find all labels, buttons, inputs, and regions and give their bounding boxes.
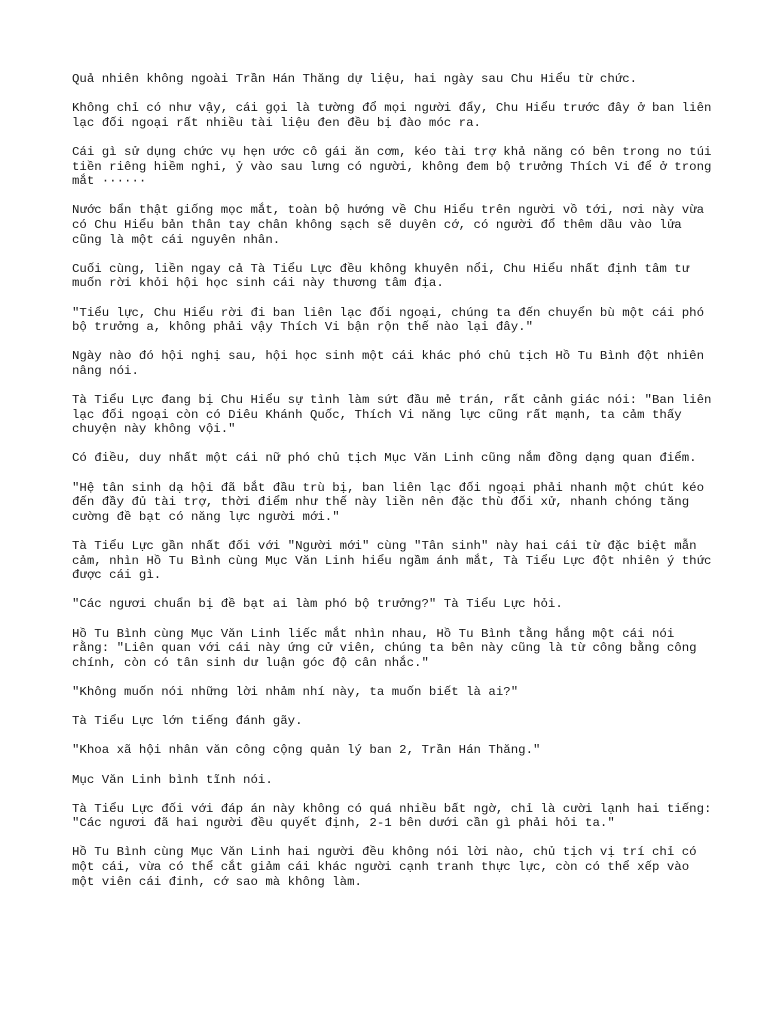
document-page <box>72 72 712 904</box>
paragraph: Cái gì sử dụng chức vụ hẹn ước cô gái ăn cơm, kéo tài trợ khả năng có bên trong no túi tiền riêng hiềm nghi, ỷ vào sau lưng có người, không đem bộ trưởng Thích Vi để ở trong mắt ······ <box>72 144 712 189</box>
paragraph: "Hệ tân sinh dạ hội đã bắt đầu trù bị, ban liên lạc đối ngoại phải nhanh một chút kéo đến đầy đủ tài trợ, thời điểm như thế này liền nên đặc thù đối xử, nhanh chóng tăng cường đề bạt có năng lực người mới." <box>72 480 705 524</box>
paragraph: Có điều, duy nhất một cái nữ phó chủ tịch Mục Văn Linh cũng nắm đồng dạng quan điểm. <box>72 451 697 466</box>
paragraph: Tà Tiểu Lực lớn tiếng đánh gãy. <box>72 714 303 729</box>
paragraph: Quả nhiên không ngoài Trần Hán Thăng dự liệu, hai ngày sau Chu Hiểu từ chức. <box>72 72 638 86</box>
paragraph: Tà Tiểu Lực đối với đáp án này không có quá nhiều bất ngờ, chỉ là cười lạnh hai tiếng: "Các ngươi đã hai người đều quyết định, 2-1 bên dưới cần gì phải hỏi ta." <box>72 801 712 831</box>
paragraph: Nước bẩn thật giống mọc mắt, toàn bộ hướng về Chu Hiểu trên người vồ tới, nơi này vừa có Chu Hiểu bản thân tay chân không sạch sẽ duyên cớ, có người đổ thêm dầu vào lửa cũng là một cái nguyên nhân. <box>72 203 705 247</box>
paragraph: "Tiểu lực, Chu Hiểu rời đi ban liên lạc đối ngoại, chúng ta đến chuyển bù một cái phó bộ trưởng a, không phải vậy Thích Vi bận rộn thế nào lại đây." <box>72 305 705 335</box>
paragraph: Tà Tiểu Lực gần nhất đối với "Người mới" cùng "Tân sinh" này hai cái từ đặc biệt mẫn cảm, nhìn Hồ Tu Bình cùng Mục Văn Linh hiểu ngầm ánh mắt, Tà Tiểu Lực đột nhiên ý thức được cái gì. <box>72 539 712 583</box>
paragraph: Hồ Tu Bình cùng Mục Văn Linh liếc mắt nhìn nhau, Hồ Tu Bình tằng hắng một cái nói rằng: "Liên quan với cái này ứng cử viên, chúng ta bên này cũng là từ công bằng công chính, còn có tân sinh dư luận góc độ cân nhắc." <box>72 626 697 670</box>
paragraph: Hồ Tu Bình cùng Mục Văn Linh hai người đều không nói lời nào, chủ tịch vị trí chỉ có một cái, vừa có thể cắt giảm cái khác người cạnh tranh thực lực, còn có thể xếp vào một viên cái đinh, cớ sao mà không làm. <box>72 845 697 889</box>
paragraph: Không chỉ có như vậy, cái gọi là tường đổ mọi người đẩy, Chu Hiểu trước đây ở ban liên lạc đối ngoại rất nhiều tài liệu đen đều bị đào móc ra. <box>72 101 712 130</box>
paragraph: Cuối cùng, liền ngay cả Tà Tiểu Lực đều không khuyên nổi, Chu Hiểu nhất định tâm tư muốn rời khỏi hội học sinh cái này thương tâm địa. <box>72 261 690 291</box>
paragraph: "Không muốn nói những lời nhảm nhí này, ta muốn biết là ai?" <box>72 684 519 699</box>
paragraph: "Các ngươi chuẩn bị đề bạt ai làm phó bộ trưởng?" Tà Tiểu Lực hỏi. <box>72 597 563 612</box>
paragraph: Ngày nào đó hội nghị sau, hội học sinh một cái khác phó chủ tịch Hồ Tu Bình đột nhiên nâng nói. <box>72 349 705 378</box>
paragraph: "Khoa xã hội nhân văn công cộng quản lý ban 2, Trần Hán Thăng." <box>72 743 541 758</box>
paragraph: Mục Văn Linh bình tĩnh nói. <box>72 772 273 787</box>
paragraph: Tà Tiểu Lực đang bị Chu Hiểu sự tình làm sứt đầu mẻ trán, rất cảnh giác nói: "Ban liên lạc đối ngoại còn có Diêu Khánh Quốc, Thích Vi năng lực cũng rất mạnh, ta cảm thấy chuyện này không vội." <box>72 393 712 437</box>
